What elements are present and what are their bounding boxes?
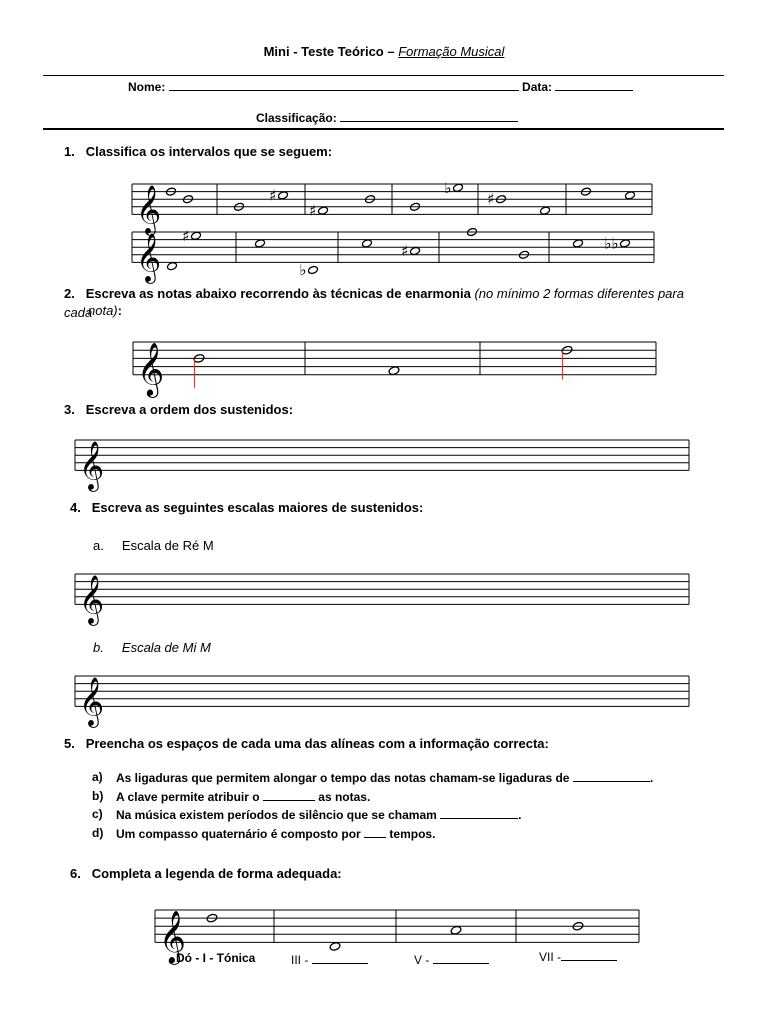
q5-d-text: Um compasso quaternário é composto por: [116, 827, 361, 841]
q4-a-label: a.: [93, 538, 104, 553]
name-label: Nome:: [128, 80, 166, 94]
q4-b-text: Escala de Mi M: [121, 640, 211, 655]
q5-c-after: .: [518, 808, 522, 822]
q3-text: Escreva a ordem dos sustenidos:: [85, 402, 294, 417]
q6-legend-iii: III -: [291, 953, 309, 967]
title-subject: Formação Musical: [398, 44, 505, 59]
q1-note: [452, 183, 463, 192]
q5-c-label: c): [92, 807, 103, 821]
q2-text: Escreva as notas abaixo recorrendo às técnicas de enarmonia: [85, 286, 471, 301]
q5-a-label: a): [92, 770, 103, 784]
q6-number: 6.: [70, 866, 81, 881]
q2-note-f: [388, 366, 400, 376]
q1-note: [254, 239, 265, 248]
title-prefix: Mini - Teste Teórico –: [263, 44, 399, 59]
treble-clef-icon: 𝄞: [137, 341, 165, 396]
q1-number: 1.: [64, 144, 75, 159]
flat-icon: ♭: [444, 178, 452, 197]
q6-text: Completa a legenda de forma adequada:: [91, 866, 342, 881]
q1-note: [361, 239, 372, 248]
q1-note: [166, 262, 177, 271]
q5-text: Preencha os espaços de cada uma das alíneas com a informação correcta:: [85, 736, 549, 751]
sharp-icon: ♯: [309, 201, 317, 220]
q1-note: [307, 265, 318, 274]
q1-text: Classifica os intervalos que se seguem:: [85, 144, 333, 159]
q2-note-line2: nota): [88, 303, 118, 318]
q5-b-text: A clave permite atribuir o: [116, 790, 260, 804]
q5-d-label: d): [92, 826, 104, 840]
q1-note: [409, 246, 420, 255]
grade-label: Classificação:: [256, 111, 337, 125]
q6-legend-vii: VII -: [539, 950, 562, 964]
sharp-icon: ♯: [401, 242, 409, 260]
q6-note-mi: [329, 942, 341, 952]
treble-clef-icon: 𝄞: [79, 440, 105, 491]
treble-clef-icon: 𝄞: [159, 910, 186, 964]
sharp-icon: ♯: [269, 186, 277, 205]
q5-b-after: as notas.: [318, 790, 371, 804]
date-label: Data:: [522, 80, 553, 94]
q4-text: Escreva as seguintes escalas maiores de sustenidos:: [91, 500, 424, 515]
q5-c-text: Na música existem períodos de silêncio que se chamam: [116, 808, 437, 822]
flat-icon: ♭: [299, 261, 307, 279]
q2-colon: :: [117, 303, 122, 318]
q2-number: 2.: [64, 286, 75, 301]
q1-note: [619, 239, 630, 248]
q1-note: [277, 191, 288, 200]
q4-a-text: Escala de Ré M: [121, 538, 214, 553]
q1-note: [539, 206, 550, 215]
q1-note: [624, 191, 635, 200]
q4-b-label: b.: [93, 640, 104, 655]
q5-a-text: As ligaduras que permitem alongar o tempo das notas chamam-se ligaduras de: [116, 771, 570, 785]
treble-clef-icon: 𝄞: [79, 676, 105, 727]
q4-number: 4.: [70, 500, 81, 515]
q6-legend-v: V -: [414, 953, 430, 967]
q5-number: 5.: [64, 736, 75, 751]
sharp-icon: ♯: [182, 226, 190, 245]
treble-clef-icon: 𝄞: [79, 574, 105, 625]
treble-clef-icon: 𝄞: [136, 232, 162, 283]
q6-note-sol: [450, 925, 462, 935]
q1-note: [572, 239, 583, 248]
q5-d-after: tempos.: [389, 827, 436, 841]
q1-note: [317, 206, 328, 215]
q5-a-after: .: [649, 771, 654, 785]
q6-legend-tonic: Dó - I - Tónica: [176, 951, 256, 965]
sharp-icon: ♯: [487, 190, 495, 209]
q2-note-line1: (no mínimo 2 formas diferentes para cada: [64, 286, 684, 320]
q1-note: [190, 231, 201, 240]
q3-number: 3.: [64, 402, 75, 417]
treble-clef-icon: 𝄞: [136, 184, 162, 235]
double-flat-icon: ♭♭: [604, 234, 619, 253]
q5-b-label: b): [92, 789, 104, 803]
